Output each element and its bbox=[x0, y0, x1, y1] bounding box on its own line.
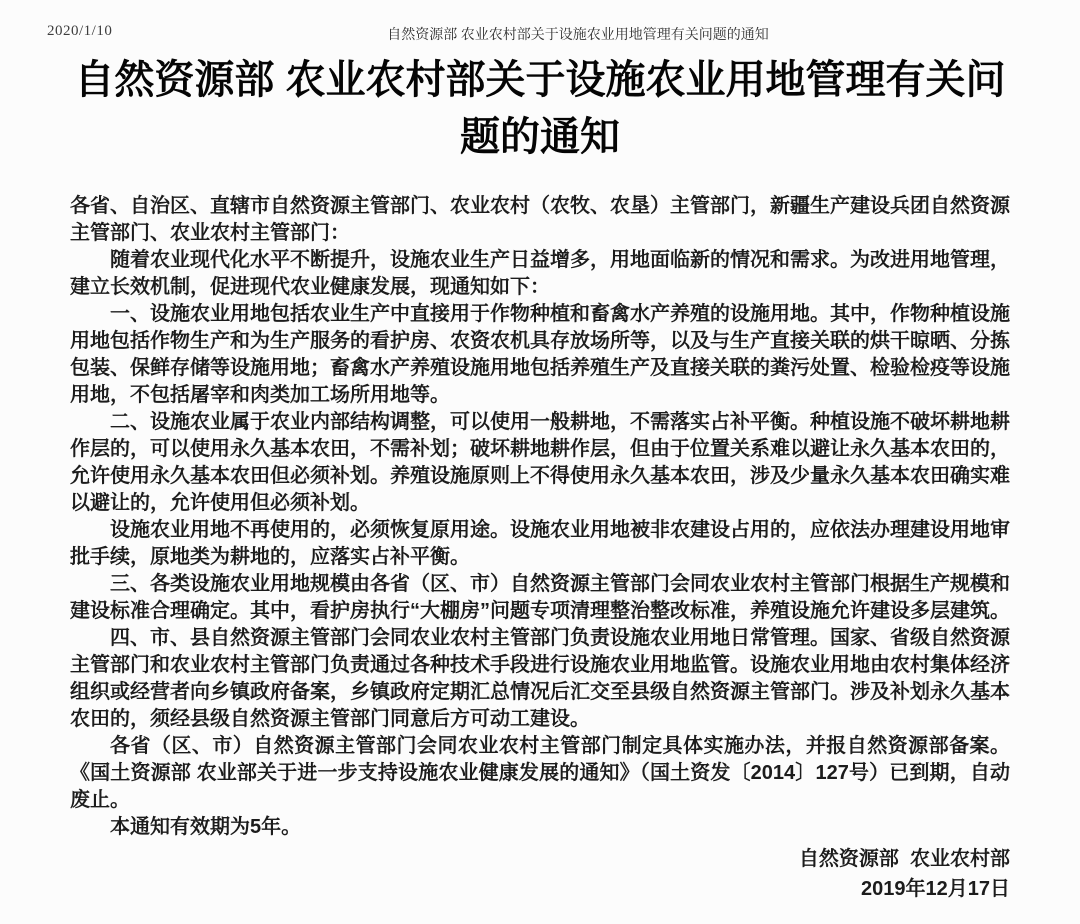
notice-paragraph: 随着农业现代化水平不断提升，设施农业生产日益增多，用地面临新的情况和需求。为改进用地管理，建立长效机制，促进现代农业健康发展，现通知如下： bbox=[70, 249, 1010, 298]
signature-date: 2019年12月17日 bbox=[861, 878, 1010, 900]
notice-paragraphs bbox=[70, 247, 1010, 841]
signature-agencies: 自然资源部 农业农村部 bbox=[798, 848, 1010, 870]
notice-paragraph: 一、设施农业用地包括农业生产中直接用于作物种植和畜禽水产养殖的设施用地。其中，作物种植设施用地包括作物生产和为生产服务的看护房、农资农机具存放场所等，以及与生产直接关联的烘干晾晒、分拣包装、保鲜存储等设施用地；畜禽水产养殖设施用地包括养殖生产及直接关联的粪污处置、检验检疫等设施用地，不包括屠宰和肉类加工场所用地等。 bbox=[70, 303, 1010, 406]
notice-paragraph: 各省（区、市）自然资源主管部门会同农业农村主管部门制定具体实施办法，并报自然资源部备案。《国土资源部 农业部关于进一步支持设施农业健康发展的通知》（国土资发〔2014〕127号）已到期，自动废止。 bbox=[70, 735, 1010, 811]
notice-paragraph: 四、市、县自然资源主管部门会同农业农村主管部门负责设施农业用地日常管理。国家、省级自然资源主管部门和农业农村主管部门负责通过各种技术手段进行设施农业用地监管。设施农业用地由农村集体经济组织或经营者向乡镇政府备案，乡镇政府定期汇总情况后汇交至县级自然资源主管部门。涉及补划永久基本农田的，须经县级自然资源主管部门同意后方可动工建设。 bbox=[70, 627, 1010, 730]
print-header-title: 自然资源部 农业农村部关于设施农业用地管理有关问题的通知 bbox=[387, 28, 769, 43]
print-header bbox=[0, 21, 1080, 43]
print-date: 2020/1/10 bbox=[47, 23, 113, 39]
signature-block bbox=[70, 844, 1010, 904]
notice-paragraph: 三、各类设施农业用地规模由各省（区、市）自然资源主管部门会同农业农村主管部门根据生产规模和建设标准合理确定。其中，看护房执行“大棚房”问题专项清理整治整改标准，养殖设施允许建设多层建筑。 bbox=[70, 573, 1010, 622]
notice-paragraph: 设施农业用地不再使用的，必须恢复原用途。设施农业用地被非农建设占用的，应依法办理建设用地审批手续，原地类为耕地的，应落实占补平衡。 bbox=[70, 519, 1010, 568]
notice-paragraph: 本通知有效期为5年。 bbox=[110, 816, 302, 838]
notice-body bbox=[70, 193, 1010, 841]
notice-title: 自然资源部 农业农村部关于设施农业用地管理有关问题的通知 bbox=[74, 58, 1006, 159]
notice-paragraph: 二、设施农业属于农业内部结构调整，可以使用一般耕地，不需落实占补平衡。种植设施不破坏耕地耕作层的，可以使用永久基本农田，不需补划；破坏耕地耕作层，但由于位置关系难以避让永久基本农田的，允许使用永久基本农田但必须补划。养殖设施原则上不得使用永久基本农田，涉及少量永久基本农田确实难以避让的，允许使用但必须补划。 bbox=[70, 411, 1010, 514]
notice-salutation: 各省、自治区、直辖市自然资源主管部门、农业农村（农牧、农垦）主管部门，新疆生产建设兵团自然资源主管部门、农业农村主管部门： bbox=[70, 195, 1010, 244]
